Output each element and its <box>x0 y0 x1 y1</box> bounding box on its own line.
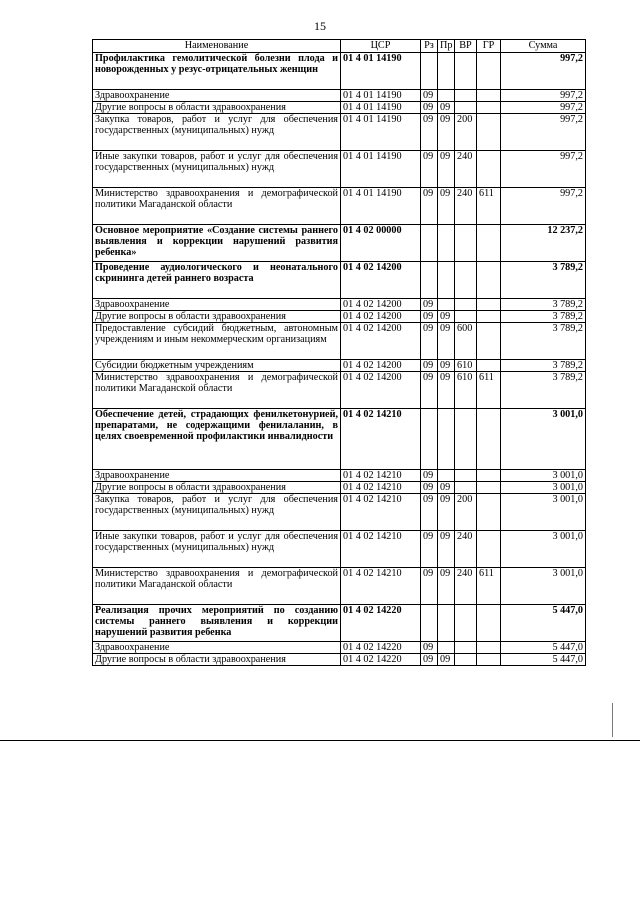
table-row <box>93 605 586 642</box>
cell-pr: 09 <box>438 114 455 151</box>
cell-sum: 3 789,2 <box>501 360 586 372</box>
cell-name: Министерство здравоохранения и демографической политики Магаданской области <box>93 568 341 605</box>
cell-sum: 3 001,0 <box>501 482 586 494</box>
header-vr: ВР <box>455 40 477 53</box>
cell-sum: 997,2 <box>501 90 586 102</box>
cell-rz: 09 <box>421 531 438 568</box>
budget-table <box>92 39 586 666</box>
table-row <box>93 311 586 323</box>
cell-sum: 3 789,2 <box>501 311 586 323</box>
cell-csr: 01 4 01 14190 <box>341 114 421 151</box>
cell-vr <box>455 262 477 299</box>
cell-sum: 5 447,0 <box>501 654 586 666</box>
cell-name: Другие вопросы в области здравоохранения <box>93 654 341 666</box>
edge-rule <box>612 703 613 737</box>
cell-sum: 3 001,0 <box>501 568 586 605</box>
cell-rz <box>421 53 438 90</box>
cell-pr <box>438 53 455 90</box>
table-row <box>93 53 586 90</box>
cell-pr <box>438 225 455 262</box>
table-row <box>93 102 586 114</box>
header-sum: Сумма <box>501 40 586 53</box>
cell-pr: 09 <box>438 531 455 568</box>
cell-vr <box>455 642 477 654</box>
cell-gr: 611 <box>477 568 501 605</box>
cell-gr <box>477 114 501 151</box>
table-row <box>93 482 586 494</box>
cell-vr <box>455 299 477 311</box>
table-row <box>93 654 586 666</box>
cell-name: Основное мероприятие «Создание системы раннего выявления и коррекции нарушений развития ребенка» <box>93 225 341 262</box>
cell-sum: 3 789,2 <box>501 299 586 311</box>
cell-rz: 09 <box>421 299 438 311</box>
cell-vr <box>455 90 477 102</box>
cell-name: Другие вопросы в области здравоохранения <box>93 482 341 494</box>
cell-pr: 09 <box>438 372 455 409</box>
cell-vr <box>455 311 477 323</box>
cell-csr: 01 4 02 14210 <box>341 470 421 482</box>
cell-rz: 09 <box>421 360 438 372</box>
cell-name: Закупка товаров, работ и услуг для обеспечения государственных (муниципальных) нужд <box>93 114 341 151</box>
cell-vr <box>455 482 477 494</box>
cell-name: Иные закупки товаров, работ и услуг для обеспечения государственных (муниципальных) нужд <box>93 531 341 568</box>
cell-csr: 01 4 02 14200 <box>341 262 421 299</box>
cell-csr: 01 4 02 14210 <box>341 494 421 531</box>
cell-csr: 01 4 02 14200 <box>341 299 421 311</box>
cell-gr <box>477 311 501 323</box>
table-row <box>93 299 586 311</box>
cell-rz: 09 <box>421 568 438 605</box>
cell-csr: 01 4 01 14190 <box>341 102 421 114</box>
cell-gr <box>477 102 501 114</box>
cell-vr <box>455 225 477 262</box>
table-row <box>93 151 586 188</box>
cell-rz <box>421 262 438 299</box>
cell-name: Министерство здравоохранения и демографической политики Магаданской области <box>93 188 341 225</box>
cell-name: Реализация прочих мероприятий по созданию системы раннего выявления и коррекции нарушений развития ребенка <box>93 605 341 642</box>
cell-name: Здравоохранение <box>93 642 341 654</box>
cell-name: Здравоохранение <box>93 90 341 102</box>
cell-sum: 3 001,0 <box>501 531 586 568</box>
cell-csr: 01 4 01 14190 <box>341 151 421 188</box>
cell-rz: 09 <box>421 494 438 531</box>
cell-rz: 09 <box>421 188 438 225</box>
cell-rz: 09 <box>421 470 438 482</box>
cell-gr <box>477 360 501 372</box>
cell-csr: 01 4 02 14200 <box>341 311 421 323</box>
cell-pr: 09 <box>438 311 455 323</box>
cell-csr: 01 4 02 14210 <box>341 409 421 470</box>
table-header-row <box>93 40 586 53</box>
cell-sum: 3 789,2 <box>501 262 586 299</box>
cell-csr: 01 4 02 14200 <box>341 360 421 372</box>
cell-name: Министерство здравоохранения и демографической политики Магаданской области <box>93 372 341 409</box>
cell-name: Иные закупки товаров, работ и услуг для обеспечения государственных (муниципальных) нужд <box>93 151 341 188</box>
cell-gr <box>477 151 501 188</box>
table-row <box>93 262 586 299</box>
cell-csr: 01 4 02 14200 <box>341 372 421 409</box>
cell-vr <box>455 470 477 482</box>
cell-name: Здравоохранение <box>93 470 341 482</box>
cell-gr <box>477 299 501 311</box>
cell-vr: 240 <box>455 188 477 225</box>
table-row <box>93 323 586 360</box>
cell-sum: 3 001,0 <box>501 494 586 531</box>
header-pr: Пр <box>438 40 455 53</box>
cell-vr: 240 <box>455 531 477 568</box>
cell-rz <box>421 409 438 470</box>
cell-pr: 09 <box>438 482 455 494</box>
cell-pr: 09 <box>438 151 455 188</box>
cell-pr <box>438 299 455 311</box>
cell-rz: 09 <box>421 482 438 494</box>
cell-pr <box>438 642 455 654</box>
cell-rz: 09 <box>421 311 438 323</box>
cell-pr <box>438 90 455 102</box>
cell-sum: 5 447,0 <box>501 605 586 642</box>
bottom-divider <box>0 740 640 741</box>
cell-gr <box>477 323 501 360</box>
cell-name: Другие вопросы в области здравоохранения <box>93 311 341 323</box>
cell-gr <box>477 642 501 654</box>
cell-name: Обеспечение детей, страдающих фенилкетонурией, препаратами, не содержащими фенилаланин, в целях своевременной профилактики инвалидности <box>93 409 341 470</box>
cell-rz: 09 <box>421 151 438 188</box>
table-row <box>93 188 586 225</box>
table-row <box>93 470 586 482</box>
cell-pr <box>438 605 455 642</box>
header-gr: ГР <box>477 40 501 53</box>
cell-name: Субсидии бюджетным учреждениям <box>93 360 341 372</box>
table-row <box>93 90 586 102</box>
cell-sum: 997,2 <box>501 114 586 151</box>
cell-csr: 01 4 01 14190 <box>341 188 421 225</box>
table-row <box>93 531 586 568</box>
cell-sum: 997,2 <box>501 53 586 90</box>
cell-vr <box>455 409 477 470</box>
cell-gr <box>477 262 501 299</box>
cell-rz <box>421 225 438 262</box>
cell-rz: 09 <box>421 114 438 151</box>
cell-vr: 610 <box>455 360 477 372</box>
cell-name: Профилактика гемолитической болезни плода и новорожденных у резус-отрицательных женщин <box>93 53 341 90</box>
cell-rz: 09 <box>421 372 438 409</box>
cell-sum: 997,2 <box>501 151 586 188</box>
cell-vr: 610 <box>455 372 477 409</box>
table-body <box>93 53 586 666</box>
cell-name: Закупка товаров, работ и услуг для обеспечения государственных (муниципальных) нужд <box>93 494 341 531</box>
cell-gr <box>477 605 501 642</box>
cell-gr <box>477 409 501 470</box>
cell-gr: 611 <box>477 188 501 225</box>
cell-csr: 01 4 02 14200 <box>341 323 421 360</box>
cell-rz <box>421 605 438 642</box>
cell-sum: 997,2 <box>501 188 586 225</box>
cell-csr: 01 4 02 14210 <box>341 531 421 568</box>
header-name: Наименование <box>93 40 341 53</box>
cell-pr: 09 <box>438 494 455 531</box>
cell-sum: 12 237,2 <box>501 225 586 262</box>
cell-csr: 01 4 02 14220 <box>341 605 421 642</box>
cell-sum: 3 001,0 <box>501 409 586 470</box>
table-row <box>93 225 586 262</box>
cell-name: Здравоохранение <box>93 299 341 311</box>
table-row <box>93 409 586 470</box>
cell-sum: 3 001,0 <box>501 470 586 482</box>
cell-pr: 09 <box>438 323 455 360</box>
cell-rz: 09 <box>421 654 438 666</box>
cell-name: Другие вопросы в области здравоохранения <box>93 102 341 114</box>
cell-csr: 01 4 02 14220 <box>341 642 421 654</box>
cell-pr: 09 <box>438 188 455 225</box>
cell-vr: 240 <box>455 151 477 188</box>
table-row <box>93 360 586 372</box>
table-row <box>93 114 586 151</box>
cell-vr <box>455 53 477 90</box>
cell-gr <box>477 654 501 666</box>
cell-name: Проведение аудиологического и неонатального скрининга детей раннего возраста <box>93 262 341 299</box>
cell-vr: 600 <box>455 323 477 360</box>
cell-vr: 200 <box>455 114 477 151</box>
cell-pr <box>438 262 455 299</box>
cell-gr <box>477 531 501 568</box>
cell-gr <box>477 53 501 90</box>
cell-csr: 01 4 01 14190 <box>341 90 421 102</box>
cell-sum: 997,2 <box>501 102 586 114</box>
cell-vr <box>455 654 477 666</box>
cell-rz: 09 <box>421 102 438 114</box>
cell-vr: 200 <box>455 494 477 531</box>
cell-name: Предоставление субсидий бюджетным, автономным учреждениям и иным некоммерческим организациям <box>93 323 341 360</box>
cell-pr: 09 <box>438 102 455 114</box>
table-row <box>93 642 586 654</box>
cell-gr: 611 <box>477 372 501 409</box>
cell-csr: 01 4 02 14210 <box>341 568 421 605</box>
cell-gr <box>477 470 501 482</box>
cell-pr: 09 <box>438 654 455 666</box>
cell-gr <box>477 90 501 102</box>
cell-pr <box>438 409 455 470</box>
page-number: 15 <box>314 19 326 33</box>
cell-sum: 5 447,0 <box>501 642 586 654</box>
cell-pr: 09 <box>438 568 455 605</box>
cell-gr <box>477 225 501 262</box>
cell-csr: 01 4 02 14220 <box>341 654 421 666</box>
cell-rz: 09 <box>421 323 438 360</box>
cell-csr: 01 4 02 14210 <box>341 482 421 494</box>
table-row <box>93 494 586 531</box>
cell-sum: 3 789,2 <box>501 372 586 409</box>
header-rz: Рз <box>421 40 438 53</box>
cell-csr: 01 4 01 14190 <box>341 53 421 90</box>
cell-gr <box>477 482 501 494</box>
cell-sum: 3 789,2 <box>501 323 586 360</box>
table-row <box>93 372 586 409</box>
cell-gr <box>477 494 501 531</box>
cell-pr: 09 <box>438 360 455 372</box>
cell-pr <box>438 470 455 482</box>
cell-csr: 01 4 02 00000 <box>341 225 421 262</box>
table-row <box>93 568 586 605</box>
cell-vr: 240 <box>455 568 477 605</box>
cell-vr <box>455 102 477 114</box>
header-csr: ЦСР <box>341 40 421 53</box>
cell-rz: 09 <box>421 642 438 654</box>
cell-rz: 09 <box>421 90 438 102</box>
cell-vr <box>455 605 477 642</box>
